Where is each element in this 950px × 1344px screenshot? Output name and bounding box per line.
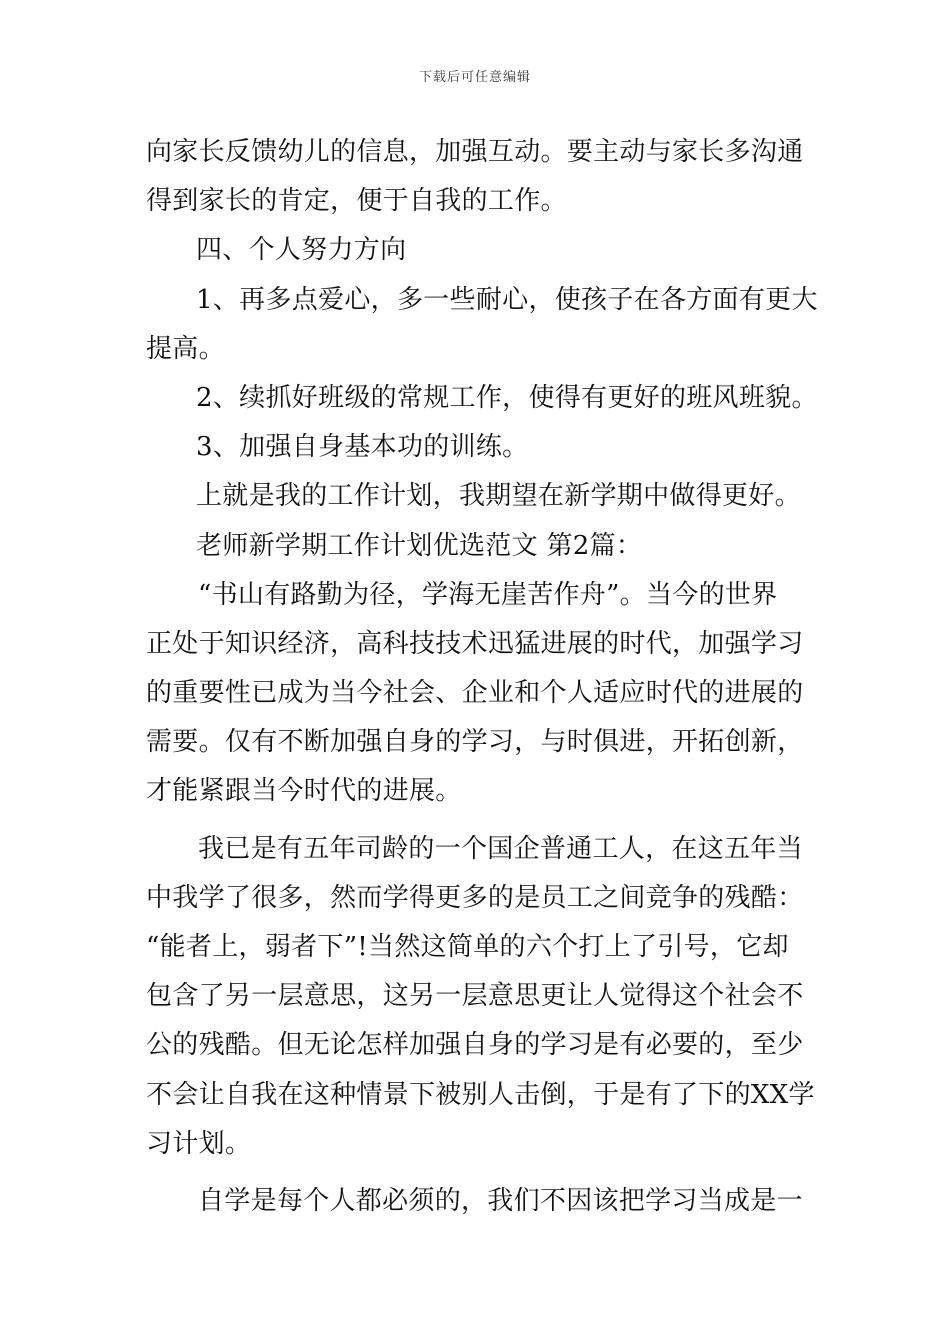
body-line: 得到家长的肯定，便于自我的工作。 xyxy=(146,186,567,217)
list-item: 1、再多点爱心，多一些耐心，使孩子在各方面有更大 xyxy=(196,284,818,315)
section-heading: 四、个人努力方向 xyxy=(196,235,407,266)
document-body xyxy=(146,128,818,1226)
article-title: 老师新学期工作计划优选范文 第2篇： xyxy=(196,530,643,561)
body-line: 正处于知识经济，高科技技术迅猛进展的时代，加强学习 xyxy=(146,628,804,659)
body-line: 向家长反馈幼儿的信息，加强互动。要主动与家长多沟通 xyxy=(146,137,804,167)
list-item: 2、续抓好班级的常规工作，使得有更好的班风班貌。 xyxy=(196,382,818,413)
body-line: “能者上，弱者下”!当然这简单的六个打上了引号，它却 xyxy=(146,932,789,962)
body-line: 我已是有五年司龄的一个国企普通工人，在这五年当 xyxy=(198,833,803,864)
body-line: 公的残酷。但无论怎样加强自身的学习是有必要的，至少 xyxy=(146,1030,804,1061)
body-line: 的重要性已成为当今社会、企业和个人适应时代的进展的 xyxy=(146,678,804,709)
body-line: 上就是我的工作计划，我期望在新学期中做得更好。 xyxy=(196,481,801,512)
list-item: 3、加强自身基本功的训练。 xyxy=(196,432,529,463)
body-line: 才能紧跟当今时代的进展。 xyxy=(146,776,462,807)
body-line: 提高。 xyxy=(146,333,225,364)
page-header: 下载后可任意编辑 xyxy=(418,70,531,85)
body-line: 习计划。 xyxy=(146,1128,252,1159)
body-line: 包含了另一层意思，这另一层意思更让人觉得这个社会不 xyxy=(146,981,804,1012)
body-line: “书山有路勤为径，学海无崖苦作舟”。当今的世界 xyxy=(198,579,778,610)
body-line: 不会让自我在这种情景下被别人击倒，于是有了下的XX学 xyxy=(146,1079,815,1110)
body-line: 自学是每个人都必须的，我们不因该把学习当成是一 xyxy=(198,1185,803,1216)
body-line: 需要。仅有不断加强自身的学习，与时俱进，开拓创新， xyxy=(146,727,804,758)
body-line: 中我学了很多，然而学得更多的是员工之间竞争的残酷： xyxy=(146,882,804,913)
